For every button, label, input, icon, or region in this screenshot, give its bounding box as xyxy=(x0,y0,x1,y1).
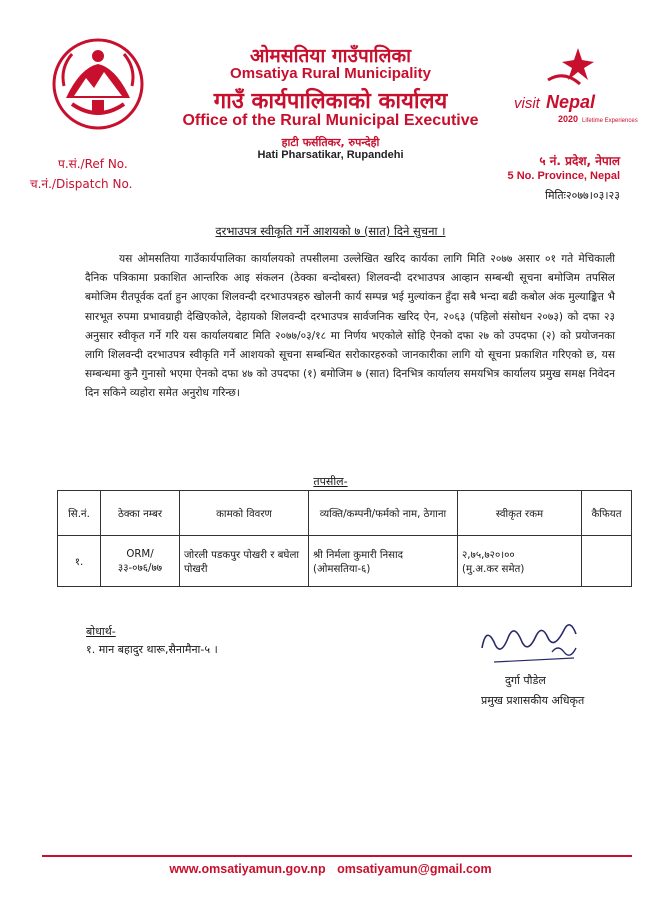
cell-work: जोरली पडकपुर पोखरी र बघेला पोखरी xyxy=(180,536,309,587)
col-sn: सि.नं. xyxy=(58,491,101,536)
amount-note: (मु.अ.कर समेत) xyxy=(462,564,525,575)
municipality-name-en: Omsatiya Rural Municipality xyxy=(230,65,431,82)
schedule-title: तपसील- xyxy=(313,475,348,488)
col-contract-no: ठेक्का नम्बर xyxy=(101,491,180,536)
province-np: ५ नं. प्रदेश, नेपाल xyxy=(539,154,620,168)
cell-sn: १. xyxy=(58,536,101,587)
footer-website-link[interactable]: www.omsatiyamun.gov.np xyxy=(169,862,326,876)
address-en: Hati Pharsatikar, Rupandehi xyxy=(257,149,404,161)
cell-amount xyxy=(458,536,582,587)
office-name-en: Office of the Rural Municipal Executive xyxy=(182,112,479,129)
col-amount: स्वीकृत रकम xyxy=(458,491,582,536)
signature-icon xyxy=(474,608,584,670)
table-header-row xyxy=(58,491,632,536)
municipality-name-np: ओमसतिया गाउँपालिका xyxy=(249,45,411,67)
signatory-name: दुर्गा पौडेल xyxy=(505,674,546,687)
bodharth-item: १. मान बहादुर थारू,सैनामैना-५ । xyxy=(86,643,218,656)
tagline-text: Lifetime Experiences xyxy=(582,118,638,124)
col-remarks: कैफियत xyxy=(582,491,632,536)
visit-text: visit xyxy=(514,95,540,112)
office-name-np: गाउँ कार्यपालिकाको कार्यालय xyxy=(213,89,448,114)
footer xyxy=(0,862,661,876)
cell-contract-no: ORM/३३-०७६/७७ xyxy=(101,536,180,587)
cell-remarks xyxy=(582,536,632,587)
nepal-text: Nepal xyxy=(546,92,596,112)
bodharth-label: बोधार्थ- xyxy=(86,625,116,638)
notice-body xyxy=(85,250,615,404)
letter-date: मितिः२०७७।०३।२३ xyxy=(545,189,620,202)
body-paragraph: यस ओमसतिया गाउँकार्यपालिका कार्यालयको तपसीलमा उल्लेखित खरिद कार्यका लागि मिति २०७७ असार ०१ गते मेचिकाली दैनिक पत्रिकामा प्रकाशित आन्तरिक आइ संकलन (ठेक्का बन्दोबस्त) शिलवन्दी दरभाउपत्र आव्हान सम्बन्धी सूचना बमोजिम तपसिल बमोजिम रीतपूर्वक दर्ता हुन आएका शिलवन्दी दरभाउपत्रहरु खोलनी कार्य सम्पन्न भई मुल्यांकन हुँदा सबै भन्दा बढी कबोल अंक मुल्याङ्कित भै सारभूत रुपमा प्रभावग्राही देखिएकोले, देहायको शिलवन्दी दरभाउपत्र सार्वजनिक खरिद ऐन, २०६३ (पहिलो संसोधन २०७३) को दफा २३ अनुसार स्वीकृत गर्ने गरि यस कार्यालयबाट मिति २०७७/०३/१८ मा निर्णय भएकोले सोहि ऐनको दफा २७ को उपदफा (२) को प्रयोजनका लागि शिलवन्दी दरभाउपत्र स्वीकृति गर्ने आशयको सूचना सम्बन्धित सरोकारहरुको जानकारीका लागि यो सूचना प्रकाशित गरिएको छ, यस सम्बन्धमा कुनै गुनासो भएमा ऐनको दफा ४७ को उपदफा (१) बमोजिम ७ (सात) दिनभित्र कार्यालय समयभित्र कार्यालय प्रमुख समक्ष निवेदन दिन सकिने व्यहोरा समेत अनुरोध गरिन्छ। xyxy=(85,253,615,400)
notice-subject: दरभाउपत्र स्वीकृति गर्ने आशयको ७ (सात) दिने सुचना । xyxy=(215,224,446,238)
col-person: व्यक्ति/कम्पनी/फर्मको नाम, ठेगाना xyxy=(309,491,458,536)
table-row xyxy=(58,536,632,587)
footer-email-link[interactable]: omsatiyamun@gmail.com xyxy=(337,862,492,876)
dispatch-no-label: च.नं./Dispatch No. xyxy=(30,177,133,191)
schedule-table xyxy=(57,490,632,587)
year-text: 2020 xyxy=(558,114,579,124)
ref-no-label: प.सं./Ref No. xyxy=(58,157,128,171)
address-np: हाटी फर्सतिकर, रुपन्देही xyxy=(281,136,380,149)
province-en: 5 No. Province, Nepal xyxy=(507,170,620,182)
footer-divider xyxy=(42,855,632,857)
cell-person: श्री निर्मला कुमारी निसाद (ओमसतिया-६) xyxy=(309,536,458,587)
col-work: कामको विवरण xyxy=(180,491,309,536)
amount-value: २,७५,७२०।०० xyxy=(462,550,515,561)
signatory-title: प्रमुख प्रशासकीय अधिकृत xyxy=(481,694,585,707)
